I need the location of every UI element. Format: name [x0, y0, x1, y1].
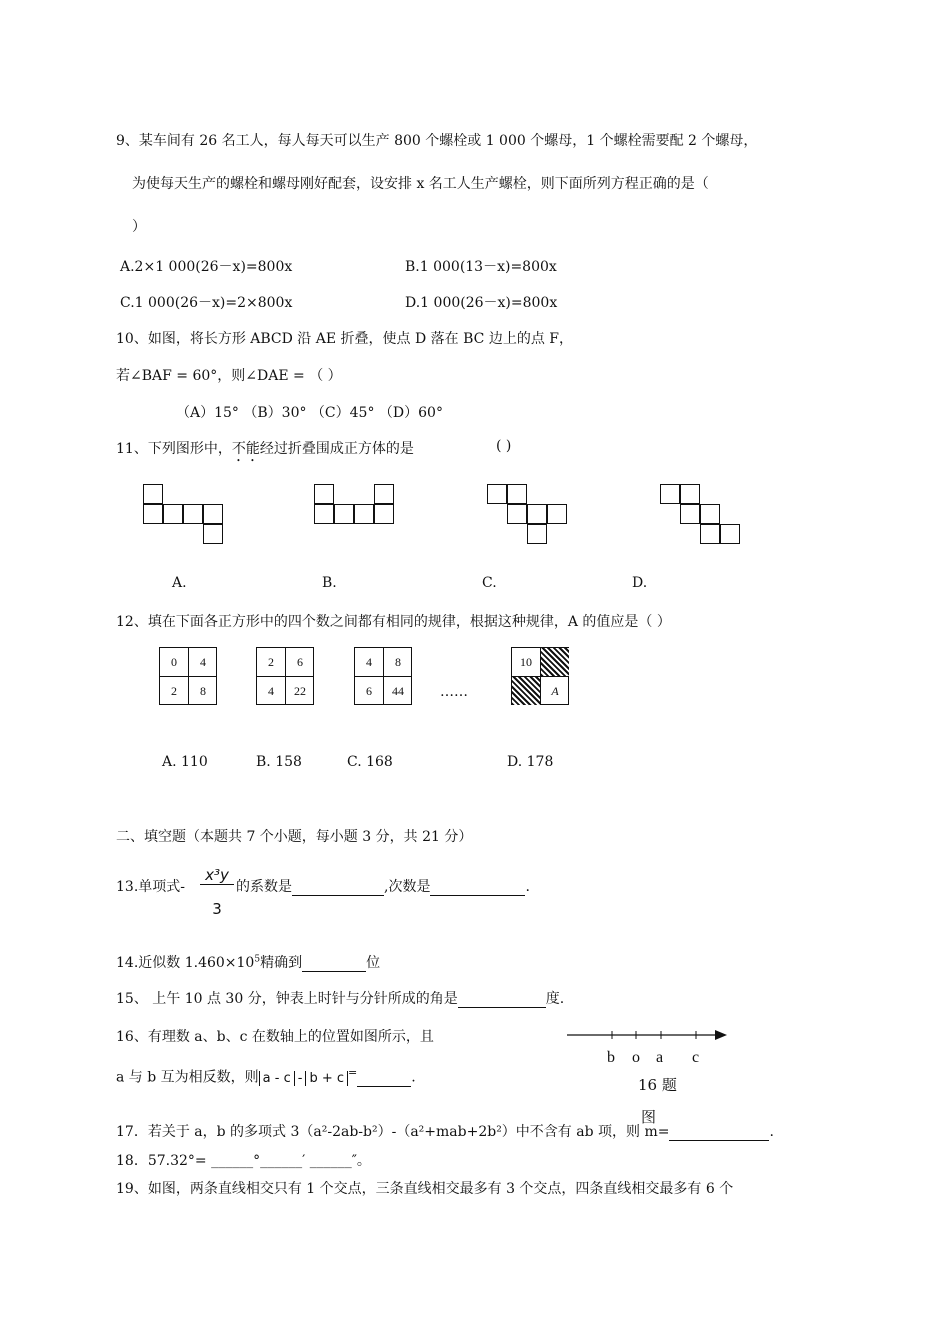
- q18-text: 18．57.32°= ______°______′ ______″。: [116, 1153, 371, 1169]
- q14-mid: 精确到: [260, 955, 303, 971]
- q16-line2-pre: a 与 b 互为相反数，则: [116, 1069, 259, 1086]
- q16-axis-label-c: c: [692, 1049, 700, 1066]
- q10-options: （A）15° （B）30° （C）45° （D）60°: [176, 405, 443, 421]
- q11-label-c: C.: [482, 575, 497, 591]
- q12-grid-2: [256, 647, 314, 705]
- q15-blank[interactable]: [458, 993, 546, 1008]
- q12-grid-4: [511, 647, 569, 705]
- q11-text-post: 经过折叠围成正方体的是: [259, 441, 414, 457]
- q12-text: 12、填在下面各正方形中的四个数之间都有相同的规律，根据这种规律，A 的值应是（ ）: [116, 614, 671, 630]
- q10-line1: 10、如图，将长方形 ABCD 沿 AE 折叠，使点 D 落在 BC 边上的点 F，: [116, 331, 573, 347]
- q13-fraction-num: x³y: [200, 866, 234, 885]
- q16-caption-2: 图: [641, 1108, 657, 1126]
- q16-axis-label-o: o: [632, 1049, 640, 1066]
- q12-grid-1-tl: 0: [171, 655, 177, 669]
- q13-blank-degree[interactable]: [430, 881, 525, 896]
- q13-mid2: ,次数是: [384, 879, 431, 895]
- q13-prefix: 13.单项式-: [116, 879, 185, 895]
- q13-blank-coefficient[interactable]: [292, 881, 384, 896]
- q9-line3: ）: [132, 219, 146, 235]
- q16-number-line: [565, 1024, 735, 1048]
- q16-axis-label-b: b: [607, 1049, 615, 1066]
- q16-line1: 16、有理数 a、b、c 在数轴上的位置如图所示，且: [116, 1029, 434, 1045]
- q12-grid-3-bl: 6: [366, 684, 372, 698]
- q12-grid-4-tr-hatched: [541, 648, 569, 676]
- q12-option-b: B. 158: [256, 754, 302, 770]
- q12-option-a: A. 110: [162, 754, 208, 770]
- q16-axis-label-a: a: [656, 1049, 664, 1066]
- q17-text: 17．若关于 a，b 的多项式 3（a²-2ab-b²）-（a²+mab+2b²）中不含有 ab 项，则 m=: [116, 1124, 670, 1140]
- q11-text-emph: 不能: [231, 441, 260, 457]
- q12-grid-2-bl: 4: [268, 684, 274, 698]
- q16-abs-a-minus-c: a - c: [259, 1071, 295, 1086]
- q12-grid-4-tl: 10: [520, 655, 532, 669]
- q12-grid-1: [159, 647, 217, 705]
- q12-grid-4-bl-hatched: [512, 677, 540, 705]
- q10-line2: 若∠BAF = 60°，则∠DAE = （ ）: [116, 368, 342, 384]
- q9-option-d: D.1 000(26－x)=800x: [405, 295, 558, 311]
- q9-option-b: B.1 000(13－x)=800x: [405, 259, 557, 275]
- q12-grid-3-tr: 8: [395, 655, 401, 669]
- q12-grid-4-br: A: [551, 684, 559, 698]
- q14-sup: 5: [254, 954, 261, 965]
- q19-text: 19、如图，两条直线相交只有 1 个交点，三条直线相交最多有 3 个交点，四条直线相交最多有 6 个: [116, 1181, 734, 1197]
- q17-blank[interactable]: [669, 1126, 769, 1141]
- q12-grid-3: [354, 647, 412, 705]
- q12-grid-1-bl: 2: [171, 684, 177, 698]
- q12-grid-3-tl: 4: [366, 655, 372, 669]
- q12-grid-2-br: 22: [294, 684, 306, 698]
- section-2-heading: 二、填空题（本题共 7 个小题，每小题 3 分，共 21 分）: [116, 829, 473, 845]
- q17-end: .: [769, 1124, 774, 1140]
- q9-line2: 为使每天生产的螺栓和螺母刚好配套，设安排 x 名工人生产螺栓，则下面所列方程正确的是（: [132, 176, 709, 192]
- q16-eq: =: [348, 1066, 358, 1079]
- q9-option-a: A.2×1 000(26－x)=800x: [120, 259, 293, 275]
- q14-blank[interactable]: [302, 957, 366, 972]
- q16-abs-b-plus-c: b + c: [305, 1071, 348, 1086]
- q12-option-c: C. 168: [347, 754, 393, 770]
- q12-grid-2-tl: 2: [268, 655, 274, 669]
- q9-line1: 9、某车间有 26 名工人，每人每天可以生产 800 个螺栓或 1 000 个螺母，1 个螺栓需要配 2 个螺母，: [116, 133, 758, 149]
- q14-prefix: 14.近似数 1.460×10: [116, 955, 255, 971]
- q12-grid-2-tr: 6: [297, 655, 303, 669]
- q16-caption: 16 题: [638, 1076, 677, 1094]
- q16-minus: -: [297, 1070, 303, 1086]
- q14-end: 位: [366, 955, 381, 971]
- q9-option-c: C.1 000(26－x)=2×800x: [120, 295, 293, 311]
- q12-grid-1-br: 8: [200, 684, 206, 698]
- q12-grid-3-br: 44: [392, 684, 404, 698]
- q12-grid-1-tr: 4: [200, 655, 206, 669]
- q11-text-pre: 11、下列图形中，: [116, 441, 232, 457]
- q11-paren: ( ): [496, 438, 512, 454]
- q13-fraction-den: 3: [212, 900, 222, 918]
- q11-text: [116, 438, 414, 465]
- q16-blank[interactable]: [357, 1072, 411, 1087]
- q13-mid: 的系数是: [236, 879, 292, 895]
- q12-ellipsis: ……: [440, 684, 468, 700]
- q13-end: .: [525, 879, 530, 895]
- q11-label-d: D.: [632, 575, 648, 591]
- q15-end: 度.: [545, 991, 565, 1007]
- q11-label-b: B.: [322, 575, 337, 591]
- q12-option-d: D. 178: [507, 754, 554, 770]
- q11-label-a: A.: [172, 575, 187, 591]
- q15-prefix: 15、 上午 10 点 30 分，钟表上时针与分针所成的角是: [116, 991, 458, 1007]
- q16-end: .: [411, 1069, 416, 1086]
